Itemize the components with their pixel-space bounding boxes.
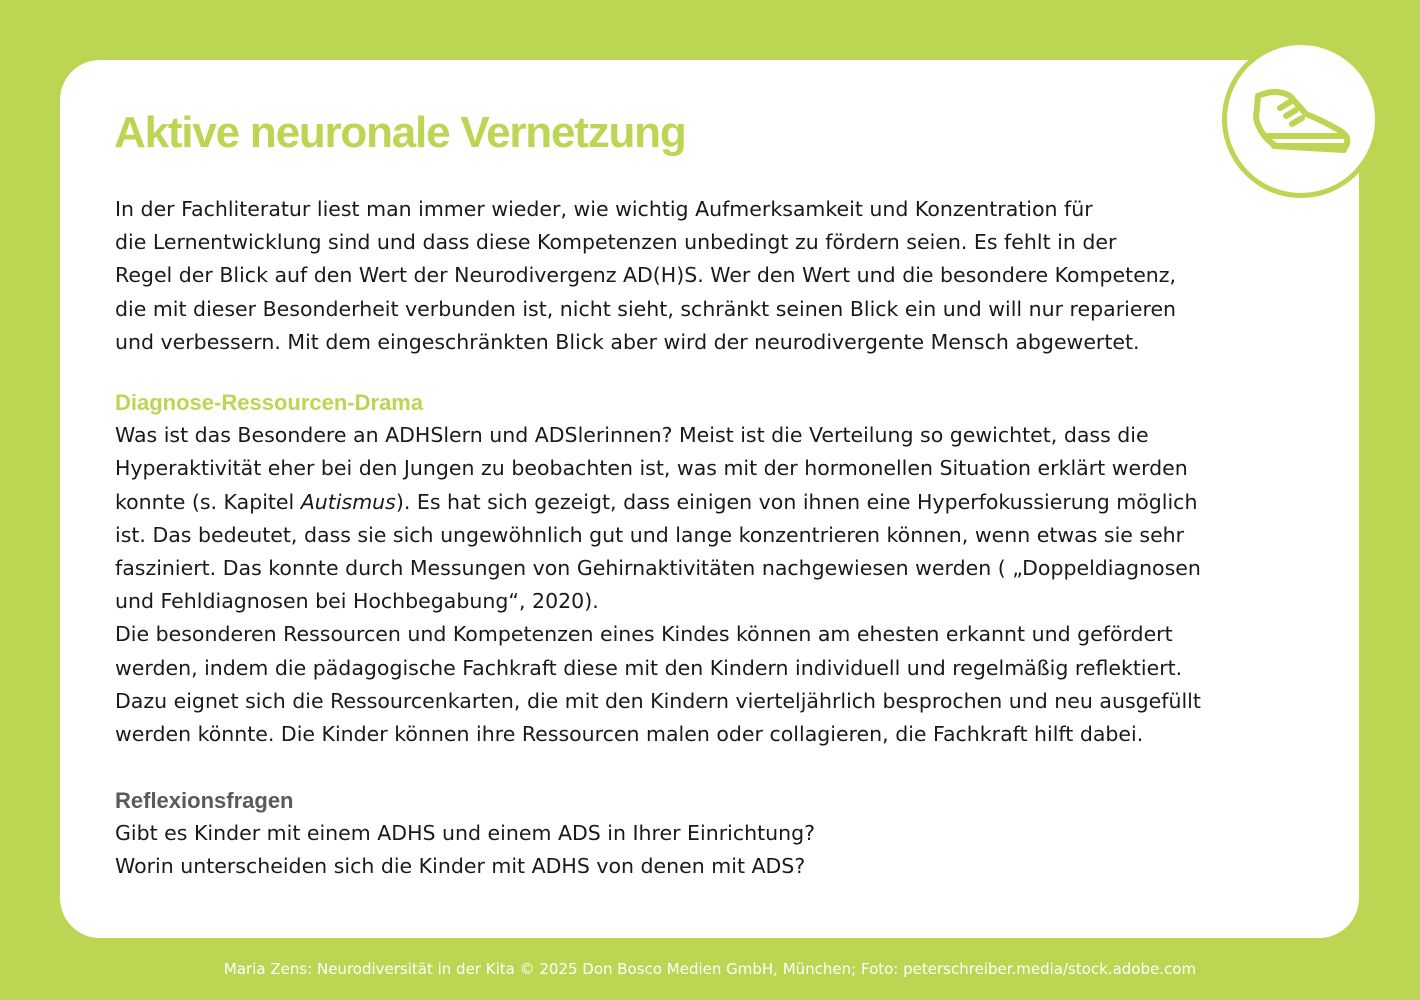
text-fragment: konnte (s. Kapitel: [115, 489, 301, 514]
text-line: fasziniert. Das konnte durch Messungen von Gehirnaktivitäten nachgewiesen werden ( „Doppeldiagnosen: [115, 556, 1201, 581]
text-line: die Lernentwicklung sind und dass diese Kompetenzen unbedingt zu fördern seien. Es fehlt in der: [115, 230, 1117, 255]
page-title: Aktive neuronale Vernetzung: [114, 108, 686, 157]
text-line: Was ist das Besondere an ADHSlern und ADSlerinnen? Meist ist die Verteilung so gewichtet, dass die: [115, 423, 1149, 448]
intro-paragraph: [115, 193, 1315, 359]
section-drama: [115, 386, 1315, 751]
text-line: Hyperaktivität eher bei den Jungen zu beobachten ist, was mit der hormonellen Situation erklärt werden: [115, 456, 1188, 481]
text-line: werden, indem die pädagogische Fachkraft diese mit den Kindern individuell und regelmäßig reflektiert.: [115, 655, 1183, 680]
text-line: und Fehldiagnosen bei Hochbegabung“, 2020).: [115, 589, 599, 614]
text-line: und verbessern. Mit dem eingeschränkten Blick aber wird der neurodivergente Mensch abgewertet.: [115, 329, 1140, 354]
sneaker-icon: [1246, 74, 1356, 164]
section-heading: Diagnose-Ressourcen-Drama: [115, 390, 424, 415]
text-line: Die besonderen Ressourcen und Kompetenzen eines Kindes können am ehesten erkannt und gefördert: [115, 622, 1173, 647]
section-reflection: [115, 784, 1315, 884]
text-line: werden könnte. Die Kinder können ihre Ressourcen malen oder collagieren, die Fachkraft hilft dabei.: [115, 722, 1144, 747]
badge: [1222, 40, 1380, 198]
text-line: ist. Das bedeutet, dass sie sich ungewöhnlich gut und lange konzentrieren können, wenn etwas sie sehr: [115, 522, 1185, 547]
section-heading: Reflexionsfragen: [115, 788, 294, 813]
text-line: [115, 486, 1315, 519]
question: Worin unterscheiden sich die Kinder mit ADHS von denen mit ADS?: [115, 854, 806, 879]
text-line: Dazu eignet sich die Ressourcenkarten, die mit den Kindern vierteljährlich besprochen und neu ausgefüllt: [115, 688, 1201, 713]
text-line: In der Fachliteratur liest man immer wieder, wie wichtig Aufmerksamkeit und Konzentration für: [115, 197, 1093, 221]
chapter-reference: Autismus: [300, 489, 396, 514]
text-line: die mit dieser Besonderheit verbunden ist, nicht sieht, schränkt seinen Blick ein und will nur reparieren: [115, 296, 1177, 321]
question: Gibt es Kinder mit einem ADHS und einem ADS in Ihrer Einrichtung?: [115, 821, 816, 846]
text-line: Regel der Blick auf den Wert der Neurodivergenz AD(H)S. Wer den Wert und die besondere Kompetenz,: [115, 263, 1177, 288]
footer-credit: Maria Zens: Neurodiversität in der Kita © 2025 Don Bosco Medien GmbH, München; Foto: peterschreiber.media/stock.adobe.com: [223, 960, 1197, 978]
text-fragment: ). Es hat sich gezeigt, dass einigen von ihnen eine Hyperfokussierung möglich: [395, 489, 1198, 514]
